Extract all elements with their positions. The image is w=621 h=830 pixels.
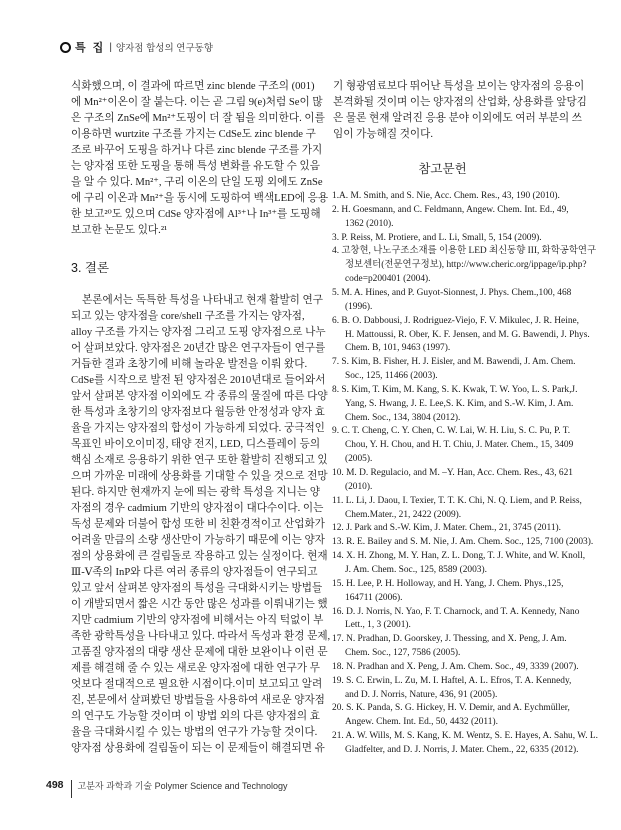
text-line: CdSe를 시작으로 발전 된 양자점은 2010년대로 들어와서 [71, 375, 326, 386]
reference-line: 8. S. Kim, T. Kim, M. Kang, S. K. Kwak, T. W. Yoo, L. S. Park,J. [332, 384, 578, 395]
reference-line: (1996). [345, 301, 373, 312]
reference-line: 6. B. O. Dabbousi, J. Rodriguez-Viejo, F. V. Mikulec, J. R. Heine, [332, 315, 580, 326]
text-line: 을 알 수 있다. Mn²⁺, 구리 이온의 단일 도핑 외에도 ZnSe [71, 177, 323, 188]
references-heading: 참고문헌 [418, 162, 467, 176]
text-line: 있고 앞서 살펴본 양자점의 특성을 극대화시키는 방법들 [71, 583, 323, 594]
text-line: 자점의 경우 cadmium 기반의 양자점이 대다수이다. 이는 [71, 503, 324, 514]
reference-line: Chem.Mater., 21, 2422 (2009). [345, 509, 462, 520]
text-line: 율을 극대화시킬 수 있는 방법의 연구가 가능할 것이다. [71, 727, 318, 738]
text-line: 족한 광학특성을 나타내고 있다. 따라서 독성과 환경 문제, [71, 631, 331, 642]
reference-line: Yang, S. Hwang, J. E. Lee,S. K. Kim, and S.-W. Kim, J. Am. [345, 398, 574, 409]
text-line: 앞서 살펴본 양자점 이외에도 각 종류의 물질에 따른 다양 [71, 391, 328, 402]
reference-line: J. Am. Chem. Soc., 125, 8589 (2003). [345, 564, 487, 575]
text-line: 식화했으며, 이 결과에 따르면 zinc blende 구조의 (001) [71, 81, 315, 92]
reference-line: 3. P. Reiss, M. Protiere, and L. Li, Small, 5, 154 (2009). [332, 232, 542, 243]
text-line: alloy 구조를 가지는 양자점 그리고 도핑 양자점으로 나누 [71, 327, 326, 338]
text-line: 조로 바꾸어 도핑을 하거나 다른 zinc blende 구조를 가지 [71, 145, 323, 156]
text-line: 핵심 소재로 응용하기 위한 연구 또한 활발히 진행되고 있 [71, 455, 328, 466]
text-line: 에 구리 이온과 Mn²⁺을 동시에 도핑하여 백색LED에 응용 [71, 193, 329, 204]
reference-line: 20. S. K. Panda, S. G. Hickey, H. V. Demir, and A. Eychmüller, [332, 703, 570, 714]
reference-line: Gladfelter, and D. J. Norris, J. Mater. Chem., 22, 6335 (2012). [345, 745, 579, 755]
text-line: 본격화될 것이며 이는 양자점의 산업화, 상용화를 앞당김 [333, 97, 587, 108]
reference-line: Chem. Soc., 127, 7586 (2005). [345, 648, 461, 659]
reference-line: Chem. B, 101, 9463 (1997). [345, 343, 451, 354]
reference-line: 13. R. E. Bailey and S. M. Nie, J. Am. Chem. Soc., 125, 7100 (2003). [332, 537, 594, 548]
text-line: 되고 있는 양자점을 core/shell 구조를 가지는 양자점, [71, 311, 305, 322]
reference-line: 5. M. A. Hines, and P. Guyot-Sionnest, J. Phys. Chem.,100, 468 [332, 287, 572, 298]
journal-name: 고분자 과학과 기술 Polymer Science and Technology [77, 780, 288, 791]
reference-line: 12. J. Park and S.-W. Kim, J. Mater. Chem., 21, 3745 (2011). [332, 523, 561, 534]
text-line: 의 연구도 가능할 것이며 이 방법 외의 다른 양자점의 효 [71, 711, 320, 722]
text-line: 고품질 양자점의 대량 생산 문제에 대한 보완이나 이런 문 [71, 647, 328, 658]
reference-line: 7. S. Kim, B. Fisher, H. J. Eisler, and M. Bawendi, J. Am. Chem. [332, 357, 576, 368]
text-line: 독성 문제와 더불어 합성 또한 비 친환경적이고 산업화가 [71, 519, 325, 530]
reference-line: 21. A. W. Wills, M. S. Kang, K. M. Wentz, S. E. Hayes, A. Sahu, W. L. [332, 731, 598, 742]
reference-line: (2005). [345, 454, 373, 465]
text-line: 거듭한 결과 초창기에 비해 놀라운 발전을 이뤄 왔다. [71, 359, 308, 370]
text-line: 이 개발되면서 짧은 시간 동안 많은 성과를 이뤄내기는 했 [71, 599, 328, 610]
reference-line: 14. X. H. Zhong, M. Y. Han, Z. L. Dong, T. J. White, and W. Knoll, [332, 551, 586, 562]
reference-line: and D. J. Norris, Nature, 436, 91 (2005). [345, 689, 498, 700]
reference-line: 2. H. Goesmann, and C. Feldmann, Angew. Chem. Int. Ed., 49, [332, 204, 569, 215]
text-line: 는 양자점 또한 도핑을 통해 특성 변화를 유도할 수 있음 [71, 161, 320, 172]
text-line: 본론에서는 독특한 특성을 나타내고 현재 활발히 연구 [82, 295, 324, 306]
section-label: 특 집 [75, 42, 106, 54]
text-line: 보고한 논문도 있다.²¹ [71, 225, 168, 236]
reference-line: (2010). [345, 481, 373, 492]
reference-line: 9. C. T. Cheng, C. Y. Chen, C. W. Lai, W. H. Liu, S. C. Pu, P. T. [332, 426, 571, 437]
text-line: 은 물론 현재 알려진 응용 분야 이외에도 여러 부분의 쓰 [333, 113, 582, 124]
text-line: 엇보다 절대적으로 필요한 시점이다.이미 보고되고 알려 [71, 679, 323, 690]
text-line: 기 형광염료보다 뛰어난 특성을 보이는 양자점의 응용이 [333, 81, 585, 92]
text-line: 임이 가능해질 것이다. [333, 129, 434, 140]
header-separator: | [109, 41, 112, 53]
text-line: 진, 본문에서 살펴봤던 방법들을 사용하여 새로운 양자점 [71, 695, 325, 706]
reference-line: 16. D. J. Norris, N. Yao, F. T. Charnock, and T. A. Kennedy, Nano [332, 606, 580, 617]
text-line: 이용하면 wurtzite 구조를 가지는 CdSe도 zinc blende 구 [71, 129, 316, 140]
text-line: 으며 가까운 미래에 상용화를 기대할 수 있을 것으로 전망 [71, 471, 328, 482]
page-footer [46, 776, 288, 794]
reference-line: 1362 (2010). [345, 218, 394, 229]
text-line: 한 특성과 초창기의 양자점보다 월등한 안정성과 양자 효 [71, 407, 325, 418]
text-line: 된다. 하지만 현재까지 눈에 띄는 광학 특성을 지니는 양 [71, 487, 320, 498]
reference-line: 10. M. D. Regulacio, and M. –Y. Han, Acc. Chem. Res., 43, 621 [332, 468, 573, 478]
text-line: 에 Mn²⁺이온이 잘 붙는다. 이는 곧 그림 9(e)처럼 Se이 많 [71, 97, 323, 108]
reference-line: 164711 (2006). [345, 592, 403, 603]
reference-line: Chem. Soc., 134, 3804 (2012). [345, 412, 461, 423]
reference-line: 4. 고창현, 나노구조소재를 이용한 LED 최신동향 III, 화학공학연구 [332, 246, 597, 257]
footer-divider [71, 780, 72, 798]
text-line: 어려울 만큼의 소량 생산만이 가능하기 때문에 이는 양자 [71, 535, 325, 546]
reference-line: code=p200401 (2004). [345, 274, 431, 285]
header-topic: 양자점 합성의 연구동향 [115, 43, 213, 54]
text-line: 한 보고²⁰도 있으며 CdSe 양자점에 Al³⁺나 In³⁺를 도핑해 [71, 209, 321, 220]
running-header [60, 39, 213, 55]
reference-line: 1.A. M. Smith, and S. Nie, Acc. Chem. Res., 43, 190 (2010). [332, 191, 560, 201]
circle-bullet-icon [60, 42, 71, 53]
reference-line: Angew. Chem. Int. Ed., 50, 4432 (2011). [345, 717, 498, 728]
reference-line: 11. L. Li, J. Daou, I. Texier, T. T. K. Chi, N. Q. Liem, and P. Reiss, [332, 495, 582, 506]
reference-line: 18. N. Pradhan and X. Peng, J. Am. Chem. Soc., 49, 3339 (2007). [332, 661, 579, 672]
text-line: 은 구조의 ZnSe에 Mn²⁺도핑이 더 잘 됨을 의미한다. 이를 [71, 113, 325, 124]
text-line: Ⅲ-Ⅴ족의 InP와 다른 여러 종류의 양자점들이 연구되고 [71, 567, 318, 578]
reference-line: Lett., 1, 3 (2001). [345, 620, 411, 631]
reference-line: 19. S. C. Erwin, L. Zu, M. I. Haftel, A. L. Efros, T. A. Kennedy, [332, 675, 572, 686]
reference-line: 17. N. Pradhan, D. Goorskey, J. Thessing, and X. Peng, J. Am. [332, 634, 567, 645]
page-number: 498 [46, 779, 64, 791]
reference-line: Soc., 125, 11466 (2003). [345, 371, 438, 382]
text-line: 점의 상용화에 큰 걸림돌로 작용하고 있는 실정이다. 현재 [71, 551, 328, 562]
text-line: 양자점 상용화에 걸림돌이 되는 이 문제들이 해결되면 유 [71, 743, 325, 754]
reference-line: Chou, Y. H. Chou, and H. T. Chiu, J. Mater. Chem., 15, 3409 [345, 440, 574, 451]
text-line: 지만 cadmium 기반의 양자점에 비해서는 아직 턱없이 부 [71, 615, 324, 626]
text-line: 제를 해결해 줄 수 있는 새로운 양자점에 대한 연구가 무 [71, 663, 320, 674]
reference-line: 15. H. Lee, P. H. Holloway, and H. Yang, J. Chem. Phys.,125, [332, 578, 564, 589]
section-heading: 3. 결론 [71, 261, 110, 275]
text-line: 율을 가지는 양자점의 합성이 가능하게 되었다. 궁극적인 [71, 423, 325, 434]
text-line: 어 살펴보았다. 양자점은 20년간 많은 연구자들이 연구를 [71, 343, 326, 354]
reference-line: H. Mattoussi, R. Ober, K. F. Jensen, and M. G. Bawendi, J. Phys. [345, 329, 590, 340]
text-line: 목표인 바이오이미징, 태양 전지, LED, 디스플레이 등의 [71, 439, 321, 450]
reference-line: 정보센터(전문연구정보), http://www.cheric.org/ippage/ip.php? [345, 260, 587, 271]
